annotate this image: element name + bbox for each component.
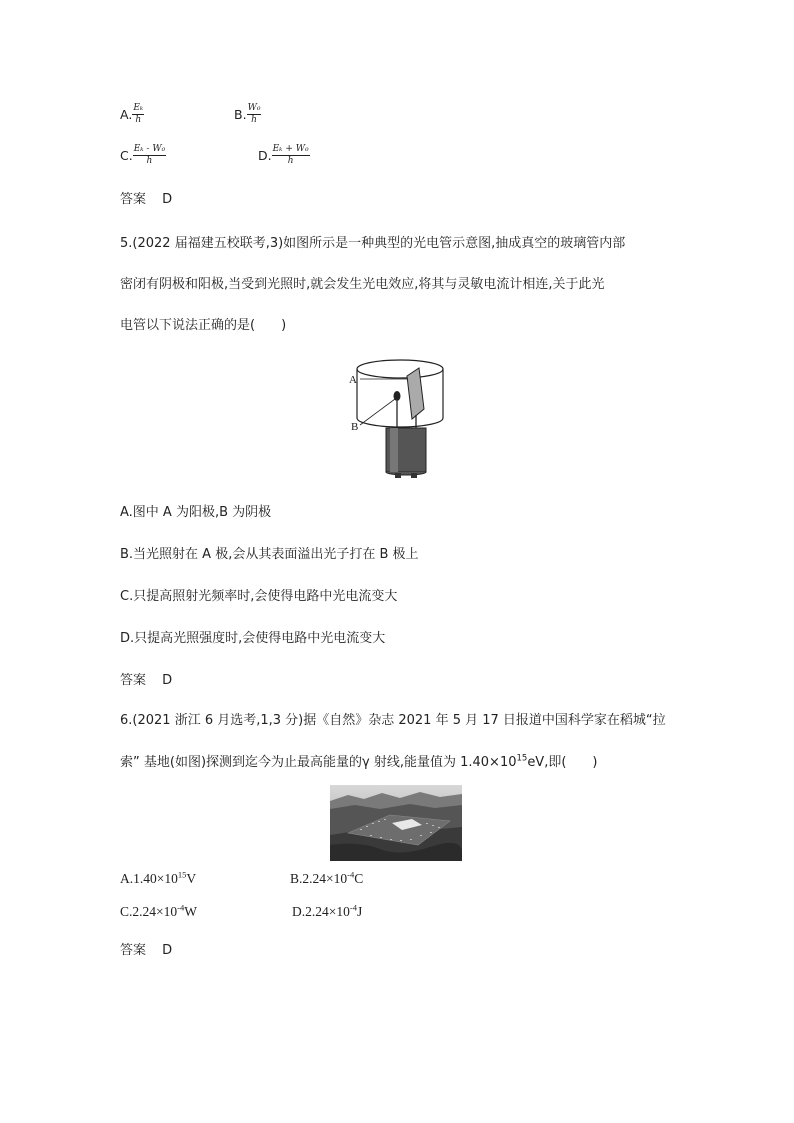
q4-option-a-fraction [132, 103, 144, 126]
lhaaso-aerial-photo [330, 785, 462, 861]
tube-top-ellipse [357, 360, 443, 378]
q4-option-d [258, 144, 310, 167]
q4-option-c-denominator: h [146, 156, 153, 166]
q6-option-d-unit: J [356, 904, 363, 919]
q4-option-c-fraction [133, 144, 166, 167]
q4-option-a-denominator: h [135, 115, 142, 125]
q5-answer-label: 答案 [120, 673, 147, 688]
q6-stem-line-2 [120, 753, 597, 773]
q4-option-c-letter: C. [120, 148, 133, 163]
q4-option-a [120, 103, 144, 126]
q6-option-a [120, 871, 196, 887]
q6-answer [120, 941, 172, 961]
q6-answer-value: D [162, 943, 173, 958]
q4-answer-value: D [162, 192, 173, 207]
q4-option-d-letter: D. [258, 148, 272, 163]
q6-option-b-text: B.2.24×10 [290, 871, 348, 886]
q5-option-a: A.图中 A 为阳极,B 为阴极 [120, 505, 272, 520]
q6-option-c-exponent: -4 [177, 902, 185, 913]
q6-option-c-unit: W [184, 904, 197, 919]
q4-option-b-numerator: W₀ [247, 103, 261, 113]
q4-answer [120, 190, 172, 210]
q5-option-d: D.只提高光照强度时,会使得电路中光电流变大 [120, 631, 386, 646]
q4-option-a-letter: A. [120, 107, 133, 122]
q6-option-b-exponent: -4 [347, 869, 355, 880]
q6-option-a-text: A.1.40×10 [120, 871, 178, 886]
q6-option-c [120, 904, 197, 920]
label-a: A [349, 374, 357, 386]
q4-option-d-numerator: Eₖ + W₀ [272, 144, 309, 154]
q5-stem-line-2: 密闭有阴极和阳极,当受到光照时,就会发生光电效应,将其与灵敏电流计相连,关于此光 [120, 277, 605, 292]
q6-option-d-exponent: -4 [349, 902, 357, 913]
q6-option-b-unit: C [354, 871, 364, 886]
q4-answer-label: 答案 [120, 192, 147, 207]
q4-option-c [120, 144, 166, 167]
label-b: B [351, 421, 359, 433]
q4-option-b [234, 103, 261, 126]
q6-stem-line-2-end: eV,即( ) [527, 755, 598, 770]
q6-stem-exponent: 15 [516, 753, 528, 764]
phototube-figure [340, 352, 460, 480]
q6-answer-label: 答案 [120, 943, 147, 958]
q5-answer [120, 671, 172, 691]
q5-stem-line-1: 5.(2022 届福建五校联考,3)如图所示是一种典型的光电管示意图,抽成真空的玻璃管内部 [120, 236, 626, 251]
q6-option-d-text: D.2.24×10 [292, 904, 350, 919]
q6-stem-line-2-text: 索” 基地(如图)探测到迄今为止最高能量的γ 射线,能量值为 1.40×10 [120, 755, 517, 770]
q4-option-d-fraction [272, 144, 310, 167]
q4-option-d-denominator: h [287, 156, 294, 166]
q4-option-a-numerator: Eₖ [133, 103, 144, 113]
q5-option-b: B.当光照射在 A 极,会从其表面溢出光子打在 B 极上 [120, 547, 419, 562]
q6-option-c-text: C.2.24×10 [120, 904, 178, 919]
q6-option-a-unit: V [186, 871, 197, 886]
q4-option-b-letter: B. [234, 107, 247, 122]
q5-stem-line-3: 电管以下说法正确的是( ) [120, 318, 287, 333]
q6-option-b [290, 871, 363, 887]
q5-option-c: C.只提高照射光频率时,会使得电路中光电流变大 [120, 589, 398, 604]
q4-option-c-numerator: Eₖ - W₀ [133, 144, 166, 154]
q4-option-b-fraction [247, 103, 262, 126]
q4-option-b-denominator: h [251, 115, 257, 125]
q6-stem-line-1: 6.(2021 浙江 6 月选考,1,3 分)据《自然》杂志 2021 年 5 月 17 日报道中国科学家在稻城“拉 [120, 713, 666, 728]
q6-option-a-exponent: 15 [177, 869, 187, 880]
q5-answer-value: D [162, 673, 173, 688]
q6-option-d [292, 904, 362, 920]
